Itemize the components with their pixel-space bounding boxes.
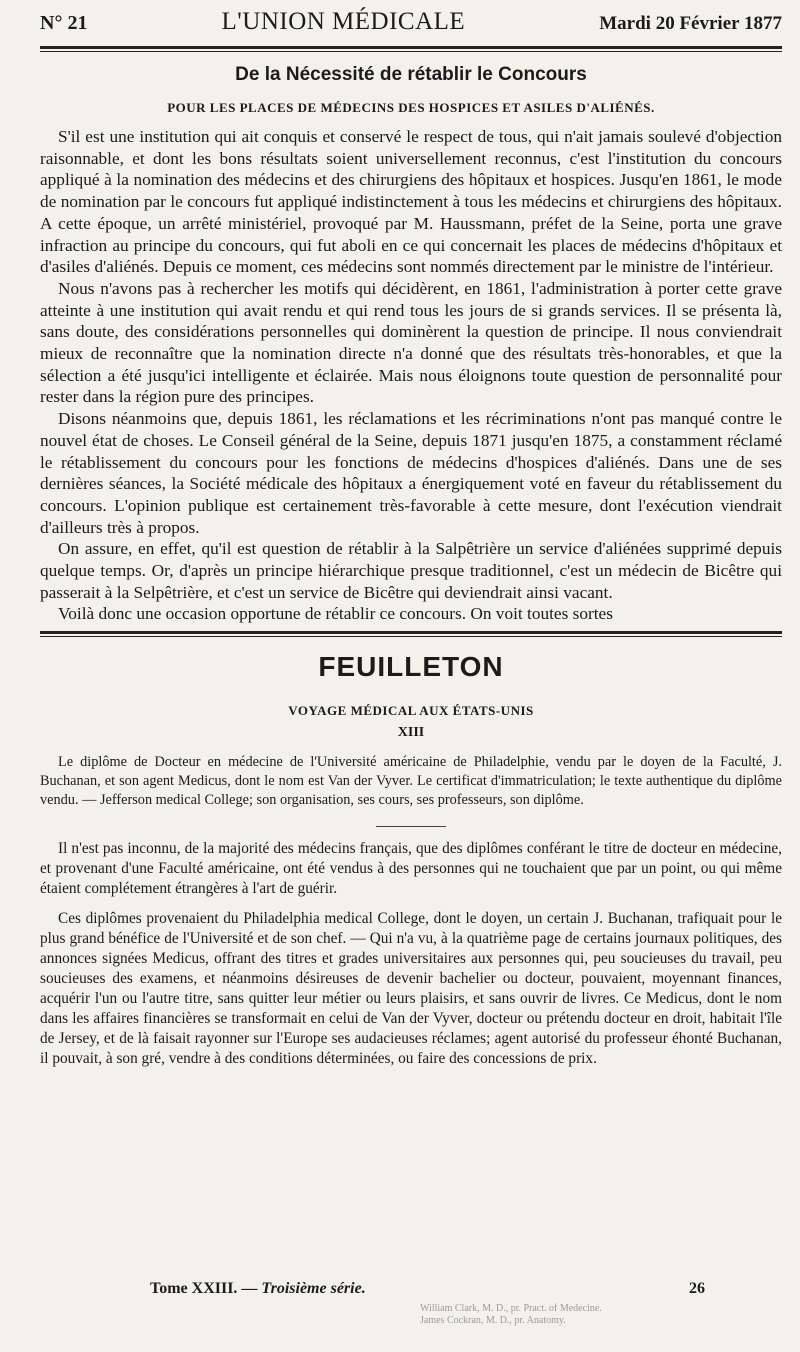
article-title: De la Nécessité de rétablir le Concours: [235, 64, 587, 85]
journal-title: L'UNION MÉDICALE: [221, 8, 466, 35]
header-rule: [40, 46, 782, 49]
article-paragraph: Voilà donc une occasion opportune de rétablir ce concours. On voit toutes sortes: [58, 604, 613, 624]
feuilleton-paragraph: Il n'est pas inconnu, de la majorité des médecins français, que des diplômes conférant le titre de docteur en médecine, et provenant d'une Faculté américaine, ont été vendus à des personnes qui ne touchaient que par un point, ou qui même étaient complétement étrangères à l'art de guérir.: [40, 840, 782, 898]
header-rule-thin: [40, 51, 782, 52]
feuilleton-paragraph: Ces diplômes provenaient du Philadelphia medical College, dont le doyen, un certain J. Buchanan, trafiquait pour le plus grand bénéfice de l'Université et de son chef. — Qui n'a vu, à la quatrième page de certains journaux politiques, des annonces signées Medicus, offrant des titres et grades universitaires aux personnes qui, peu soucieuses du travail, peu soucieuses des examens, et néanmoins désireuses de devenir bachelier ou docteur, pouvaient, moyennant finances, acquérir l'un ou l'autre titre, sans quitter leur métier ou leurs plaisirs, et sans ouvrir de livres. Ce Medicus, dont le nom dans les affaires financières se transformait en celui de Van der Vyver, docteur ou prétendu docteur en droit, habitait l'île de Jersey, et de là faisait rayonner sur l'Europe ses audacieuses réclames; agent autorisé du professeur éhonté Buchanan, il pouvait, à son gré, vendre à des conditions déterminées, ou faire des concessions de prix.: [40, 910, 782, 1068]
article-paragraph: Nous n'avons pas à rechercher les motifs qui décidèrent, en 1861, l'administration à porter cette grave atteinte à une institution qui avait rendu et qui rend tous les jours de si grands services. Il se présenta là, sans doute, des considérations personnelles qui dominèrent la question de principe. Il nous conviendrait mieux de reconnaître que la nomination directe n'a donné que des résultats très-honorables, et que la sélection a été jusqu'ici intelligente et éclairée. Mais nous éloignons toute question de personnalité pour rester dans la région pure des principes.: [40, 278, 782, 407]
feuilleton-heading: FEUILLETON: [318, 651, 504, 683]
bleed-line: William Clark, M. D., pr. Pract. of Medecine.: [420, 1303, 602, 1314]
feuilleton-separator: [40, 631, 782, 637]
issue-date: Mardi 20 Février 1877: [599, 13, 782, 34]
chapter-number: XIII: [397, 725, 425, 741]
volume-label: Tome XXIII. —: [150, 1280, 258, 1297]
article-paragraph: S'il est une institution qui ait conquis et conservé le respect de tous, qui n'ait jamais soulevé d'objection raisonnable, et dont les bons résultats soient universellement reconnus, c'est l'institution du concours appliqué à la nomination des médecins et des chirurgiens des hôpitaux et hospices. Jusqu'en 1861, le mode de nomination par le concours fut appliqué indistinctement à tous les médecins et chirurgiens des hôpitaux. A cette époque, un arrêté ministériel, provoqué par M. Haussmann, préfet de la Seine, porta une grave infraction au principe du concours, qui fut aboli en ce qui concernait les places de médecins d'hôpitaux et d'asiles d'aliénés. Depuis ce moment, ces médecins sont nommés directement par le ministre de l'intérieur.: [40, 127, 782, 277]
summary-divider: [376, 826, 446, 827]
article-subtitle: POUR LES PLACES DE MÉDECINS DES HOSPICES ET ASILES D'ALIÉNÉS.: [167, 100, 655, 115]
article-body: [40, 126, 782, 625]
volume-info: [150, 1280, 366, 1298]
article-paragraph: On assure, en effet, qu'il est question de rétablir à la Salpêtrière un service d'aliénées supprimé depuis quelque temps. Or, d'après un principe hiérarchique presque traditionnel, c'est un médecin de Bicêtre qui passerait à la Selpêtrière, et c'est un service de Bicêtre qui deviendrait ainsi vacant.: [40, 539, 782, 602]
feuilleton-body: [40, 839, 782, 1069]
issue-number: N° 21: [40, 12, 88, 34]
page-number: 26: [689, 1280, 705, 1297]
series-label: Troisième série.: [261, 1280, 366, 1297]
bleed-through-text: [420, 1303, 602, 1327]
chapter-summary: Le diplôme de Docteur en médecine de l'Université américaine de Philadelphie, vendu par le doyen de la Faculté, J. Buchanan, et son agent Medicus, dont le nom est Van der Vyver. Le certificat d'immatriculation; le texte authentique du diplôme vendu. — Jefferson medical College; son organisation, ses cours, ses professeurs, son diplôme.: [40, 754, 782, 809]
bleed-line: James Cockran, M. D., pr. Anatomy.: [420, 1315, 566, 1326]
article-paragraph: Disons néanmoins que, depuis 1861, les réclamations et les récriminations n'ont pas manqué contre le nouvel état de choses. Le Conseil général de la Seine, depuis 1871 jusqu'en 1875, a constamment réclamé le rétablissement du concours pour les fonctions de médecins d'hospices d'aliénés. Dans une de ses dernières séances, la Société médicale des hôpitaux a énergiquement voté en faveur du rétablissement du concours. L'opinion publique est certainement très-favorable à cette mesure, dont l'exécution viendrait d'ailleurs très à propos.: [40, 409, 782, 537]
feuilleton-subtitle: VOYAGE MÉDICAL AUX ÉTATS-UNIS: [288, 703, 534, 719]
page-header: [40, 8, 782, 42]
page-footer: [150, 1280, 705, 1298]
